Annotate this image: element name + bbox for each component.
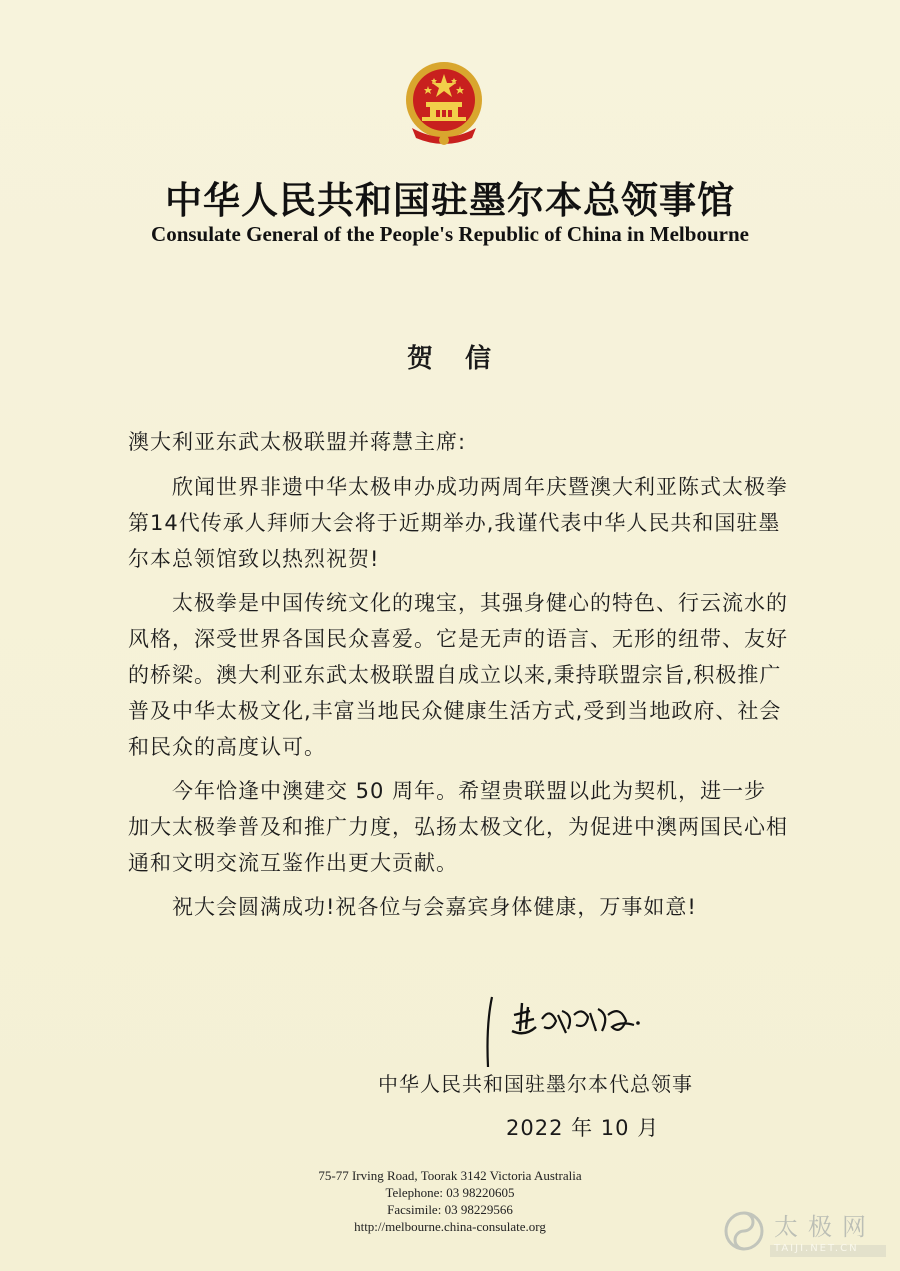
footer-address: 75-77 Irving Road, Toorak 3142 Victoria Australia xyxy=(318,1168,582,1183)
salutation: 澳大利亚东武太极联盟并蒋慧主席: xyxy=(128,430,467,454)
watermark-logo xyxy=(722,1205,892,1261)
footer-facsimile: Facsimile: 03 98229566 xyxy=(387,1202,513,1217)
handwritten-signature xyxy=(470,985,670,1075)
watermark-subtext: TAIJI.NET.CN xyxy=(774,1243,859,1254)
paragraph: 欣闻世界非遗中华太极申办成功两周年庆暨澳大利亚陈式太极拳第14代传承人拜师大会将于近期举办,我谨代表中华人民共和国驻墨尔本总领馆致以热烈祝贺! xyxy=(128,475,788,571)
footer-website: http://melbourne.china-consulate.org xyxy=(354,1219,546,1234)
signer-title: 中华人民共和国驻墨尔本代总领事 xyxy=(378,1072,693,1096)
letter-title: 贺信 xyxy=(406,344,523,374)
org-name-chinese: 中华人民共和国驻墨尔本总领事馆 xyxy=(165,179,735,222)
letter-body xyxy=(128,469,788,933)
paragraph: 今年恰逢中澳建交 50 周年。希望贵联盟以此为契机，进一步加大太极拳普及和推广力度，弘扬太极文化，为促进中澳两国民心相通和文明交流互鉴作出更大贡献。 xyxy=(128,779,788,875)
national-emblem-icon xyxy=(398,58,490,150)
org-name-english: Consulate General of the People's Republic of China in Melbourne xyxy=(151,222,749,246)
footer-telephone: Telephone: 03 98220605 xyxy=(385,1185,515,1200)
watermark-text: 太极网 xyxy=(774,1213,876,1241)
paragraph: 太极拳是中国传统文化的瑰宝，其强身健心的特色、行云流水的风格，深受世界各国民众喜爱。它是无声的语言、无形的纽带、友好的桥梁。澳大利亚东武太极联盟自成立以来,秉持联盟宗旨,积极推广普及中华太极文化,丰富当地民众健康生活方式,受到当地政府、社会和民众的高度认可。 xyxy=(128,591,788,759)
paragraph: 祝大会圆满成功!祝各位与会嘉宾身体健康，万事如意! xyxy=(172,895,697,919)
letter-date: 2022 年 10 月 xyxy=(506,1116,660,1140)
